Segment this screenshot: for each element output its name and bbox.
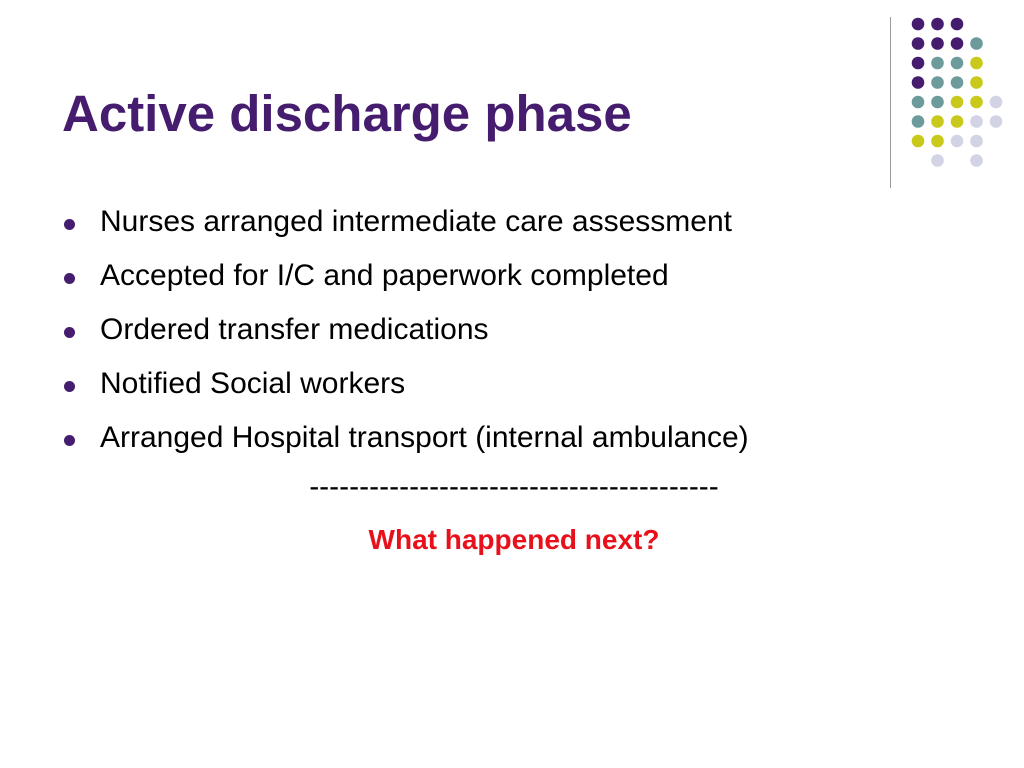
decorative-dot [931, 37, 944, 50]
decorative-dot [990, 96, 1003, 109]
decorative-dot [931, 57, 944, 70]
bullet-item [60, 307, 749, 361]
bullet-list [60, 199, 749, 469]
question-text: What happened next? [368, 524, 660, 555]
decorative-dot [970, 135, 983, 148]
bullet-item [60, 199, 749, 253]
bullet-item [60, 415, 749, 469]
decorative-dot [970, 115, 983, 128]
decorative-dot [912, 96, 925, 109]
decorative-dot [931, 115, 944, 128]
slide-title: Active discharge phase [62, 85, 632, 142]
decorative-dot [951, 37, 964, 50]
bullet-item [60, 253, 749, 307]
bullet-text: Arranged Hospital transport (internal ambulance) [100, 421, 749, 454]
decorative-divider-line [890, 17, 891, 188]
decorative-dot [951, 57, 964, 70]
decorative-dot [951, 115, 964, 128]
decorative-dot [970, 154, 983, 167]
decorative-dot [931, 96, 944, 109]
bullet-point-icon [64, 327, 75, 338]
decorative-dot [912, 57, 925, 70]
dashed-separator: ----------------------------------------- [309, 470, 719, 503]
decorative-dot [951, 135, 964, 148]
decorative-dot [951, 96, 964, 109]
decorative-dot [912, 76, 925, 89]
bullet-point-icon [64, 435, 75, 446]
decorative-dot [970, 57, 983, 70]
decorative-dot [912, 18, 925, 31]
decorative-dot [951, 76, 964, 89]
decorative-dot [931, 76, 944, 89]
bullet-text: Notified Social workers [100, 367, 406, 400]
bullet-point-icon [64, 381, 75, 392]
decorative-dot [912, 37, 925, 50]
decorative-dot [970, 37, 983, 50]
decorative-dot [970, 96, 983, 109]
decorative-dot [970, 76, 983, 89]
decorative-dot [931, 18, 944, 31]
decorative-dot [912, 135, 925, 148]
decorative-dot [951, 18, 964, 31]
decorative-dot [912, 115, 925, 128]
decorative-dot [931, 135, 944, 148]
bullet-item [60, 361, 749, 415]
bullet-text: Ordered transfer medications [100, 313, 489, 346]
bullet-point-icon [64, 273, 75, 284]
decorative-dot [931, 154, 944, 167]
decorative-dot [990, 115, 1003, 128]
bullet-point-icon [64, 219, 75, 230]
bullet-text: Nurses arranged intermediate care assessment [100, 205, 732, 238]
bullet-text: Accepted for I/C and paperwork completed [100, 259, 669, 292]
